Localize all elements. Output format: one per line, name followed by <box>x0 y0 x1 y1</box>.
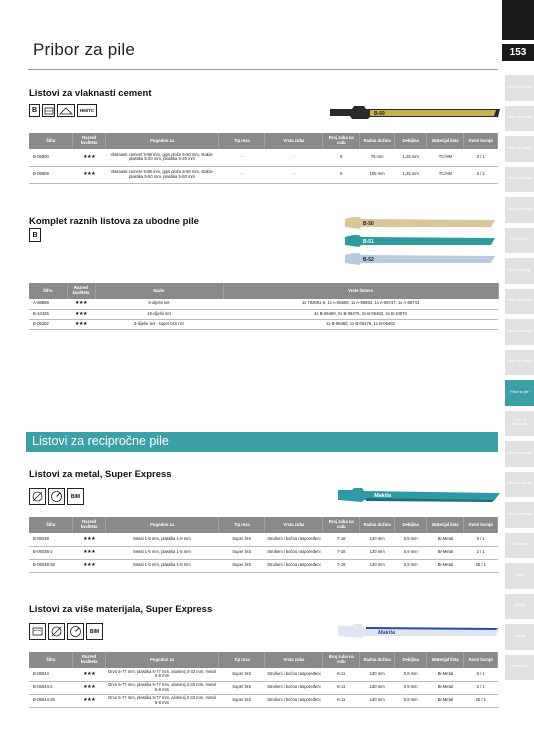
table-metal <box>29 517 498 573</box>
table-jigsaw-set <box>29 283 499 330</box>
table-cell: 10-dijelni set <box>95 309 223 319</box>
column-header: Debljina <box>395 652 427 668</box>
svg-text:Makita: Makita <box>374 493 392 499</box>
blade-b50 <box>345 217 495 229</box>
blade-image-multi <box>338 621 500 641</box>
table-cell: 130 mm <box>360 546 395 559</box>
table-cell: 5 / 1 <box>464 533 498 546</box>
table-cell: ★★★ <box>73 533 105 546</box>
svg-text:Makita: Makita <box>378 630 396 636</box>
side-tab[interactable]: Pribor za pjeskarenje <box>505 411 534 437</box>
table-cell: Bi-Metal <box>427 533 464 546</box>
blade-b52 <box>345 253 495 265</box>
side-tab[interactable]: Pribor za blanje <box>505 258 534 284</box>
table-cell: - <box>219 149 265 166</box>
column-header: Vrsta zuba <box>265 517 323 533</box>
table-cell: Vlaknasti cement 5-98 mm, gips ploče 5-50 mm, staklo-plastika 5-20 mm, plastika 5-20 mm <box>105 149 218 166</box>
side-tab[interactable]: Pribor za bušenje <box>505 106 534 132</box>
table-cell: 0,9 mm <box>395 559 427 572</box>
table-cell: - <box>265 149 323 166</box>
side-tab[interactable]: Pribor za brušenje <box>505 197 534 223</box>
wood-icon <box>29 623 46 640</box>
table-cell: 3 / 1 <box>464 149 498 166</box>
metal-icon <box>48 623 65 640</box>
table-cell: - <box>265 166 323 183</box>
blade-label: B-69 <box>374 111 385 117</box>
blade-image-metal <box>338 485 500 505</box>
column-header: Materijal lista <box>427 517 464 533</box>
table-cell: ★★★ <box>73 166 105 183</box>
table-cell: 2 / 1 <box>464 681 498 694</box>
bim-icon: BIM <box>86 623 103 640</box>
column-header: Materijal lista <box>427 652 464 668</box>
table-header-row <box>29 283 498 299</box>
side-tab[interactable]: Ostalo <box>505 563 534 589</box>
table-cell: 3 / 1 <box>464 166 498 183</box>
table-cell: Strušeni i bočno raspoređeni <box>265 533 323 546</box>
table-header-row <box>29 133 498 149</box>
column-header: Broj zuba na colu <box>323 652 360 668</box>
table-row <box>29 681 498 694</box>
table-cell: Metal 1-8 mm, plastika 1-8 mm <box>105 533 218 546</box>
table-cell: - <box>219 166 265 183</box>
column-header: Debljina <box>395 133 427 149</box>
column-header: Radna dužina <box>360 517 395 533</box>
side-tab[interactable]: Pribor za poliranje <box>505 441 534 467</box>
table-cell: Strušeni i bočno raspoređeni <box>265 668 323 681</box>
table-row <box>29 319 498 329</box>
table-cell: 1x 792691-8, 1x A-85658, 1x A-85684, 1x A-85737, 1x A-85743 <box>223 299 498 309</box>
table-cell: Super brzi <box>219 694 265 707</box>
column-header: Debljina <box>395 517 427 533</box>
table-cell: ★★★ <box>73 559 105 572</box>
table-cell: B-06292 <box>29 319 67 329</box>
table-cell: 6-11 <box>323 694 360 707</box>
bim-icon: BIM <box>67 488 84 505</box>
table-cell: 7-18 <box>323 546 360 559</box>
side-tab[interactable]: Pribor za odvijanje <box>505 319 534 345</box>
column-header: Radna dužina <box>360 133 395 149</box>
table-cell: Strušeni i bočno raspoređeni <box>265 681 323 694</box>
table-cell: 130 mm <box>360 694 395 707</box>
blade-b51 <box>345 235 495 247</box>
table-header-row <box>29 652 498 668</box>
table-cell: 105 mm <box>360 166 395 183</box>
table-cell: 4x B-06460, 2x B-06476, 2x B-06482, 2x B-10970 <box>223 309 498 319</box>
title-divider <box>28 69 498 70</box>
table-cell: Super brzi <box>219 681 265 694</box>
section1-icons <box>29 104 97 117</box>
table-cell: Bi-Metal <box>427 694 464 707</box>
table-cell: 1x B-06460, 1x B-06476, 1x B-06482 <box>223 319 498 329</box>
column-header: Vrsta zuba <box>265 652 323 668</box>
side-tab[interactable]: Pribor kutije <box>505 655 534 681</box>
column-header: Tip reza <box>219 652 265 668</box>
column-header: Šifra <box>29 517 73 533</box>
table-cell: 5-dijelni set <box>95 299 223 309</box>
table-cell: 130 mm <box>360 559 395 572</box>
table-cell: 1,25 mm <box>395 149 427 166</box>
table-cell: 25 / 1 <box>464 559 498 572</box>
column-header: Materijal lista <box>427 133 464 149</box>
hm-tc-label: HM/TC <box>77 104 97 117</box>
side-tab[interactable]: Bušenje/ izbijanje <box>505 75 534 101</box>
table-cell: Strušeni i bočno raspoređeni <box>265 559 323 572</box>
table-cell: ★★★ <box>73 668 105 681</box>
table-cell: 2 / 1 <box>464 546 498 559</box>
table-cell: Bi-Metal <box>427 559 464 572</box>
table-cell: 5 / 1 <box>464 668 498 681</box>
column-header: Šifra <box>29 283 67 299</box>
section-heading-fiber-cement: Listovi za vlaknasti cement <box>29 88 152 99</box>
side-tab[interactable]: Pribor za spajanje <box>505 289 534 315</box>
table-cell: B-05044 <box>29 668 73 681</box>
svg-text:B-50: B-50 <box>363 221 374 227</box>
metal-icon <box>29 488 46 505</box>
page-tab-top <box>502 0 534 40</box>
table-cell: 0,9 mm <box>395 668 427 681</box>
side-tab[interactable]: Pribor za mjerenje <box>505 502 534 528</box>
table-cell: ★★★ <box>73 681 105 694</box>
table-cell: Bi-Metal <box>427 546 464 559</box>
table-cell: 130 mm <box>360 533 395 546</box>
b-shank-icon: B <box>29 104 40 117</box>
table-cell: 25 / 1 <box>464 694 498 707</box>
table-row <box>29 299 498 309</box>
side-tabs <box>505 75 534 685</box>
side-tab[interactable]: Pribor za rezanje <box>505 350 534 376</box>
page-title: Pribor za pile <box>33 40 136 59</box>
table-row <box>29 533 498 546</box>
table-cell: 7-18 <box>323 533 360 546</box>
section4-icons <box>29 623 103 640</box>
column-header: Pogodno za <box>105 652 218 668</box>
table-cell: 7-18 <box>323 559 360 572</box>
table-cell: Drvo 5-77 mm, plastika 5-77 mm, aluminij 3-33 mm, metal 5-8 mm <box>105 668 218 681</box>
side-tab[interactable]: Pribor za glodanje <box>505 167 534 193</box>
svg-text:B-52: B-52 <box>363 257 374 263</box>
column-header: Vrste listova <box>223 283 498 299</box>
section-heading-multi-material: Listovi za više materijala, Super Express <box>29 604 213 615</box>
table-cell: B-05038-2 <box>29 546 73 559</box>
page-number: 153 <box>502 44 534 61</box>
table-cell: 0,9 mm <box>395 694 427 707</box>
table-cell: ★★★ <box>73 694 105 707</box>
column-header: Razred kvaliteta <box>73 517 105 533</box>
table-cell: 6 <box>323 149 360 166</box>
table-fiber-cement <box>29 133 498 184</box>
column-header: Vrsta zuba <box>265 133 323 149</box>
column-header: Kom/ kompl <box>464 652 498 668</box>
table-cell: 75 mm <box>360 149 395 166</box>
section-heading-jigsaw-set: Komplet raznih listova za ubodne pile <box>29 216 199 227</box>
table-cell: ★★★ <box>73 149 105 166</box>
table-cell: A-86898 <box>29 299 67 309</box>
table-row <box>29 694 498 707</box>
column-header: Šifra <box>29 652 73 668</box>
column-header: Kom/ kompl <box>464 517 498 533</box>
table-cell: ★★★ <box>73 546 105 559</box>
table-cell: ★★★ <box>67 319 95 329</box>
table-cell: 130 mm <box>360 681 395 694</box>
side-tab[interactable]: Baterije <box>505 594 534 620</box>
fiber-icon <box>42 104 55 117</box>
side-tab[interactable]: Ostali pribor <box>505 533 534 559</box>
table-row <box>29 559 498 572</box>
table-cell: 6 <box>323 166 360 183</box>
table-cell: Super brzi <box>219 668 265 681</box>
column-header: Naziv <box>95 283 223 299</box>
table-row <box>29 546 498 559</box>
table-cell: 6-11 <box>323 681 360 694</box>
column-header: Broj zuba na colu <box>323 517 360 533</box>
table-cell: Strušeni i bočno raspoređeni <box>265 546 323 559</box>
svg-text:B-51: B-51 <box>363 239 374 245</box>
table-cell: Drvo 5-77 mm, plastika 5-77 mm, aluminij 3-33 mm, metal 5-8 mm <box>105 694 218 707</box>
section-heading-metal: Listovi za metal, Super Express <box>29 469 172 480</box>
section3-icons <box>29 488 84 505</box>
side-tab[interactable]: Pribor za vrt <box>505 228 534 254</box>
table-cell: B-05038 <box>29 533 73 546</box>
side-tab[interactable]: Pribor za rezanje <box>505 136 534 162</box>
table-cell: Strušeni i bočno raspoređeni <box>265 694 323 707</box>
table-cell: Bi-Metal <box>427 668 464 681</box>
table-cell: B-06800 <box>29 149 73 166</box>
table-cell: 3-dijelni set - super brzi rez <box>95 319 223 329</box>
section-banner: Listovi za recipročne pile <box>26 432 498 452</box>
table-cell: Vlaknasti cement 5-98 mm, gips ploče 5-50 mm, staklo-plastika 5-50 mm, plastika 5-50 mm <box>105 166 218 183</box>
column-header: Kom/ kompl <box>464 133 498 149</box>
table-cell: B-44426 <box>29 309 67 319</box>
speed-icon <box>48 488 65 505</box>
side-tab[interactable]: Pribor za čišćenje <box>505 472 534 498</box>
column-header: Radna dužina <box>360 652 395 668</box>
table-cell: ★★★ <box>67 299 95 309</box>
b-shank-icon: B <box>29 228 41 242</box>
table-cell: Metal 1-8 mm, plastika 1-8 mm <box>105 559 218 572</box>
table-cell: Drvo 5-77 mm, plastika 5-77 mm, aluminij 3-33 mm, metal 5-8 mm <box>105 681 218 694</box>
column-header: Razred kvaliteta <box>67 283 95 299</box>
table-multi-material <box>29 652 498 708</box>
table-cell: Super brzi <box>219 546 265 559</box>
speed-icon <box>67 623 84 640</box>
table-cell: Bi-Metal <box>427 681 464 694</box>
table-row <box>29 166 498 183</box>
table-cell: Super brzi <box>219 533 265 546</box>
table-cell: 0,9 mm <box>395 546 427 559</box>
column-header: Razred kvaliteta <box>73 133 105 149</box>
table-cell: 1,25 mm <box>395 166 427 183</box>
hm-tc-icon <box>57 104 75 117</box>
column-header: Pogodno za <box>105 517 218 533</box>
column-header: Šifra <box>29 133 73 149</box>
column-header: Broj zuba na colu <box>323 133 360 149</box>
table-cell: B-05044-2 <box>29 681 73 694</box>
column-header: Tip reza <box>219 133 265 149</box>
table-cell: 0,9 mm <box>395 681 427 694</box>
table-cell: Metal 1-8 mm, plastika 1-8 mm <box>105 546 218 559</box>
blade-image-b69 <box>330 104 500 122</box>
table-cell: B-05044-25 <box>29 694 73 707</box>
table-row <box>29 149 498 166</box>
table-header-row <box>29 517 498 533</box>
table-cell: 130 mm <box>360 668 395 681</box>
table-cell: B-05038-25 <box>29 559 73 572</box>
side-tab[interactable]: Pribor za pile <box>505 380 534 406</box>
side-tab[interactable]: Oprema <box>505 624 534 650</box>
table-cell: 0,9 mm <box>395 533 427 546</box>
table-cell: B-06809 <box>29 166 73 183</box>
column-header: Razred kvaliteta <box>73 652 105 668</box>
section2-icons <box>29 228 41 242</box>
table-cell: ★★★ <box>67 309 95 319</box>
table-cell: Super brzi <box>219 559 265 572</box>
column-header: Tip reza <box>219 517 265 533</box>
table-cell: TC/HM <box>427 149 464 166</box>
table-cell: 6-11 <box>323 668 360 681</box>
table-row <box>29 668 498 681</box>
table-row <box>29 309 498 319</box>
column-header: Pogodno za <box>105 133 218 149</box>
blade-set-image <box>345 214 495 270</box>
table-cell: TC/HM <box>427 166 464 183</box>
